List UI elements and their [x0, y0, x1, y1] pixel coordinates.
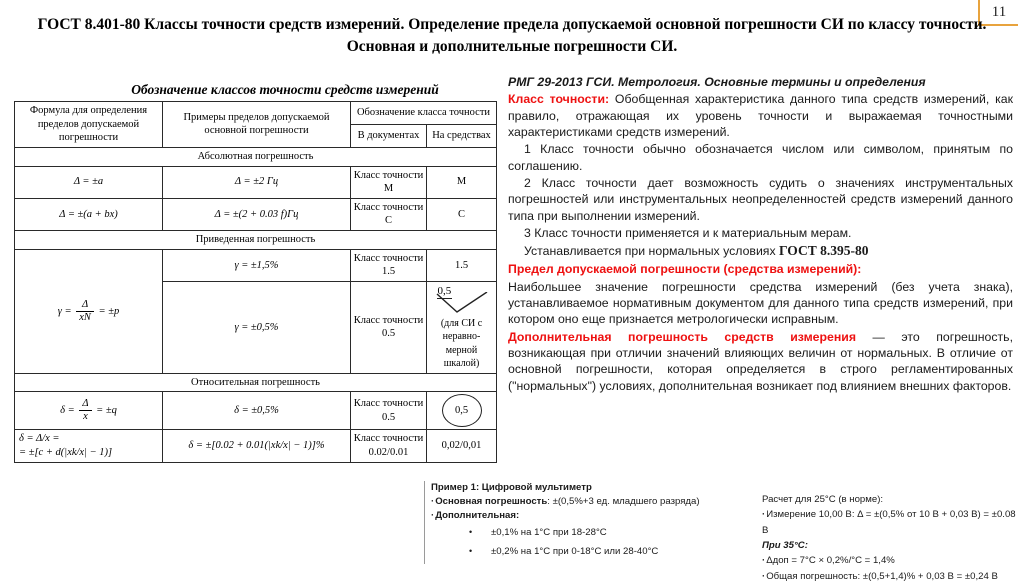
term-label-additional-error: Дополнительная погрешность средств измерения: [508, 329, 857, 344]
term-label-error-limit: Предел допускаемой погрешности (средства измерений):: [508, 262, 862, 277]
source-reference: РМГ 29-2013 ГСИ. Метрология. Основные термины и определения: [508, 75, 926, 89]
table-row: [15, 392, 497, 430]
formula-tail: = ±p: [98, 305, 120, 317]
table-row: [15, 166, 497, 198]
table-caption: Обозначение классов точности средств измерений: [131, 82, 439, 97]
cell-formula-rel2: [15, 430, 163, 462]
cell-formula-abs2: Δ = ±(a + bx): [15, 198, 163, 230]
formula-tail: = ±q: [96, 405, 117, 417]
calculation-heading: Расчет для 25°C (в норме):: [762, 494, 884, 505]
definitions-column: [508, 74, 1013, 395]
calculation-line-1: · Измерение 10,00 В: Δ = ±(0,5% от 10 В + 0,03 В) = ±0.08 В: [762, 507, 1020, 538]
checkmark-marking: [435, 284, 489, 312]
header-designation-group: Обозначение класса точности: [351, 102, 497, 125]
cell-device-red1: 1.5: [427, 249, 497, 281]
cell-device-red2: [427, 282, 497, 374]
cell-example-rel1: δ = ±0,5%: [163, 392, 351, 430]
section-title-reduced: Приведенная погрешность: [15, 231, 497, 250]
example-heading: Пример 1: Цифровой мультиметр: [431, 482, 592, 493]
cell-device-rel1: [427, 392, 497, 430]
formula-numerator: Δ: [79, 398, 91, 411]
cell-example-abs2: Δ = ±(2 + 0.03 f)Гц: [163, 198, 351, 230]
term-text-accuracy-class: Обобщенная характеристика данного типа средств измерений, как правило, отражающая их уровень точности и выражаемая точностными характеристиками средств измерений.: [508, 92, 1013, 140]
example-additional-label: · Дополнительная:: [431, 509, 742, 523]
cell-example-rel2: δ = ±[0.02 + 0.01(|xk/x| − 1)]%: [163, 430, 351, 462]
calculation-line-4: · Общая погрешность: ±(0,5+1,4)% + 0,03 В = ±0,24 В: [762, 569, 1020, 584]
example-calculation: [762, 492, 1020, 584]
definition-additional-error: [508, 329, 1013, 394]
cell-doc-red2: Класс точности 0.5: [351, 282, 427, 374]
formula-numerator: Δ: [76, 299, 94, 312]
term-text-error-limit: Наибольшее значение погрешности средства измерений (без учета знака), устанавливаемое нормативным документом для данного типа средств измерений, при котором оно еще признается метрологически исправным.: [508, 279, 1013, 327]
section-row-reduced: [15, 231, 497, 250]
formula-denominator: x: [83, 411, 88, 423]
device-label-red2: 0,5: [437, 284, 453, 299]
example-main-error: [431, 495, 742, 509]
formula-lead: δ =: [60, 405, 75, 417]
definition-note-1: 1 Класс точности обычно обозначается числом или символом, принятым по соглашению.: [508, 142, 1013, 173]
circled-marking: 0,5: [442, 394, 482, 427]
formula-denominator: xN: [79, 311, 91, 323]
cell-device-abs1: М: [427, 166, 497, 198]
page-number: 11: [991, 3, 1007, 20]
header-on-devices: На средствах: [427, 124, 497, 147]
calculation-line-3: · Δдоп = 7°C × 0,2%/°C = 1,4%: [762, 553, 1020, 568]
cell-doc-abs2: Класс точности С: [351, 198, 427, 230]
term-text-additional-error: — это погрешность, возникающая при отличии значений влияющих величин от нормальных. В отличие от основной погрешности, которая определяется в строго регламентированных ("нормальных") условиях, дополнительная возникает под влиянием внешних факторов.: [508, 329, 1013, 393]
cell-doc-rel2: Класс точности 0.02/0.01: [351, 430, 427, 462]
example-main-error-label: Основная погрешность: [435, 495, 548, 507]
cell-doc-abs1: Класс точности М: [351, 166, 427, 198]
calculation-line-2: При 35°C:: [762, 540, 808, 552]
list-item: • ±0,1% на 1°C при 18-28°C: [491, 526, 742, 540]
list-item: • ±0,2% на 1°C при 0-18°C или 28-40°C: [491, 545, 742, 559]
check-glyph-icon: [435, 292, 489, 314]
cell-example-red2: γ = ±0,5%: [163, 282, 351, 374]
example-bullet-list: [431, 526, 742, 559]
example-multimeter: [424, 481, 742, 564]
formula-fraction: [79, 398, 91, 423]
example-main-error-value: : ±(0,5%+3 ед. младшего разряда): [547, 495, 700, 507]
accuracy-class-table-block: [14, 82, 496, 463]
header-formula: Формула для определения пределов допускаемой погрешности: [15, 102, 163, 148]
cell-formula-abs1: Δ = ±a: [15, 166, 163, 198]
cell-device-abs2: С: [427, 198, 497, 230]
note-4-text: Устанавливается при нормальных условиях: [524, 244, 780, 259]
definition-note-2: 2 Класс точности дает возможность судить о значениях инструментальных погрешностей или инструментальных неопределенностей средств измерений данного типа при выполнении измерений.: [508, 176, 1013, 223]
cell-device-rel2: 0,02/0,01: [427, 430, 497, 462]
definition-note-4: [508, 242, 1013, 260]
cell-formula-reduced: [15, 249, 163, 373]
cell-doc-red1: Класс точности 1.5: [351, 249, 427, 281]
definition-accuracy-class: [508, 91, 1013, 140]
cell-doc-rel1: Класс точности 0.5: [351, 392, 427, 430]
section-title-absolute: Абсолютная погрешность: [15, 147, 497, 166]
cell-example-red1: γ = ±1,5%: [163, 249, 351, 281]
table-row: [15, 430, 497, 462]
formula-fraction: [76, 299, 94, 324]
formula-line-1: δ = Δ/x =: [19, 433, 60, 445]
cell-example-abs1: Δ = ±2 Гц: [163, 166, 351, 198]
section-row-absolute: [15, 147, 497, 166]
section-row-relative: [15, 373, 497, 392]
cell-formula-rel1: [15, 392, 163, 430]
term-label-accuracy-class: Класс точности:: [508, 92, 610, 107]
accuracy-class-table: [14, 101, 497, 463]
table-row: [15, 198, 497, 230]
formula-lead: γ =: [57, 305, 72, 317]
header-examples: Примеры пределов допускаемой основной погрешности: [163, 102, 351, 148]
device-note-red2: (для СИ с неравно- мерной шкалой): [440, 317, 483, 370]
formula-line-2: = ±[c + d(|xk/x| − 1)]: [19, 446, 113, 458]
table-header-row-1: [15, 102, 497, 125]
section-title-relative: Относительная погрешность: [15, 373, 497, 392]
page-title: ГОСТ 8.401-80 Классы точности средств измерений. Определение предела допускаемой основной погрешности СИ по классу точности. Основная и дополнительные погрешности СИ.: [37, 16, 987, 56]
definition-note-3: 3 Класс точности применяется и к материальным мерам.: [524, 226, 852, 241]
header-in-documents: В документах: [351, 124, 427, 147]
table-row: [15, 249, 497, 281]
gost-reference: ГОСТ 8.395-80: [779, 243, 869, 259]
